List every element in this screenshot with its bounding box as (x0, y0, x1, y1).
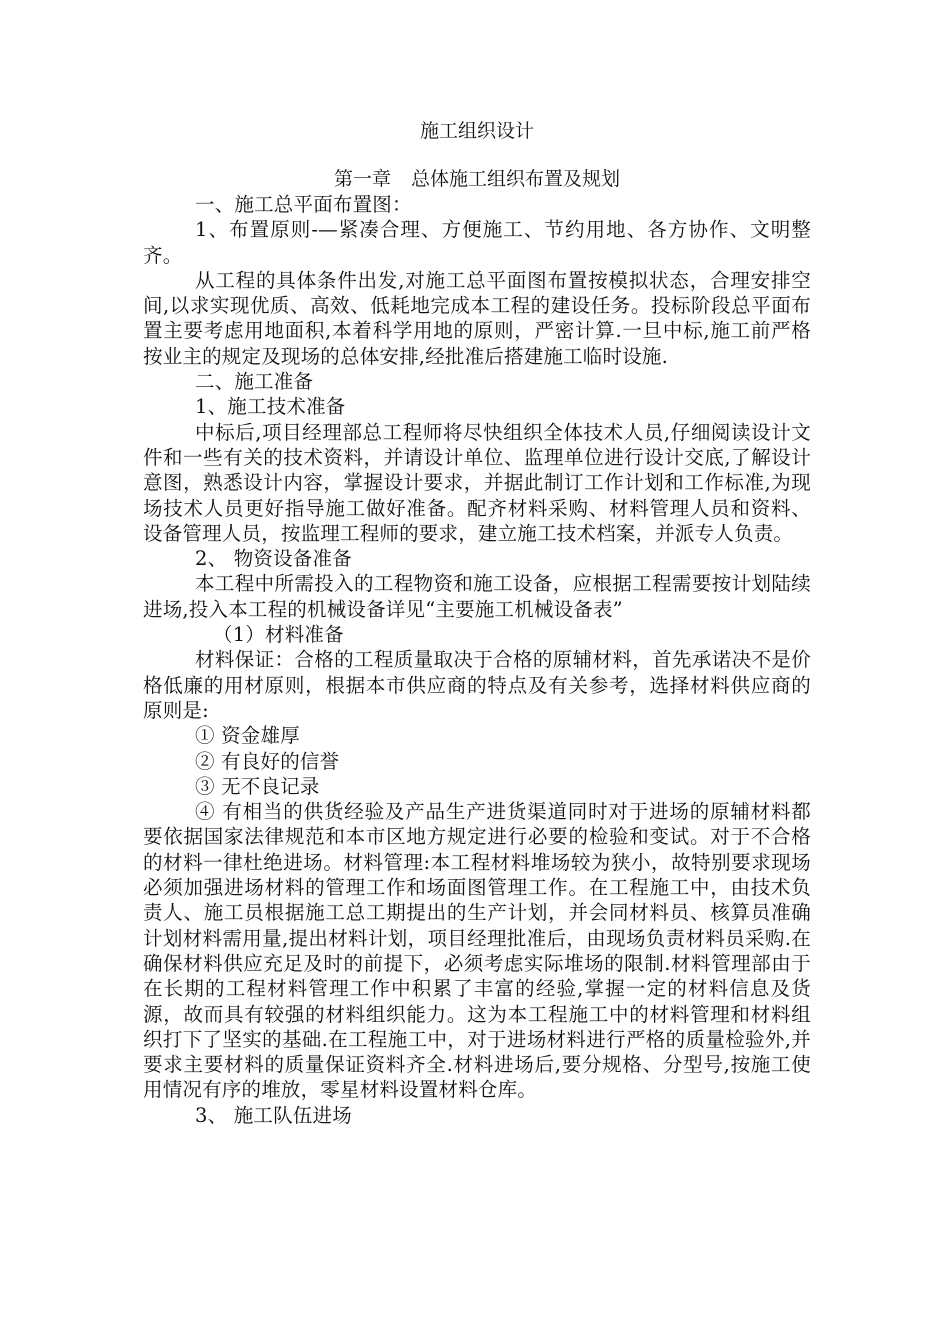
chapter-title: 第一章 总体施工组织布置及规划 (333, 168, 621, 190)
subsection-heading-materials-equipment: 2、 物资设备准备 (195, 547, 352, 571)
list-item: ① 资金雄厚 (195, 724, 300, 748)
document-title: 施工组织设计 (419, 120, 534, 142)
list-item: ④ 有相当的供货经验及产品生产进货渠道同时对于进场的原辅材料都要依据国家法律规范和本市区地方规定进行必要的检验和变试。对于不合格的材料一律杜绝进场。材料管理:本工程材料堆场较为狭小，故特别要求现场必须加强进场材料的管理工作和场面图管理工作。在工程施工中，由技术负责人、施工员根据施工总工期提出的生产计划，并会同材料员、核算员准确计划材料需用量,提出材料计划，项目经理批准后，由现场负责材料员采购.在确保材料供应充足及时的前提下，必须考虑实际堆场的限制.材料管理部由于在长期的工程材料管理工作中积累了丰富的经验,掌握一定的材料信息及货源，故而具有较强的材料组织能力。这为本工程施工中的材料管理和材料组织打下了坚实的基础.在工程施工中，对于进场材料进行严格的质量检验外,并要求主要材料的质量保证资料齐全.材料进场后,要分规格、分型号,按施工使用情况有序的堆放，零星材料设置材料仓库。 (143, 800, 811, 1102)
document-page (143, 118, 811, 1128)
paragraph-technical-prep: 中标后,项目经理部总工程师将尽快组织全体技术人员,仔细阅读设计文件和一些有关的技术资料，并请设计单位、监理单位进行设计交底,了解设计意图，熟悉设计内容，掌握设计要求，并据此制订工作计划和工作标准,为现场技术人员更好指导施工做好准备。配齐材料采购、材料管理人员和资料、设备管理人员，按监理工程师的要求，建立施工技术档案，并派专人负责。 (143, 420, 811, 545)
list-item: ② 有良好的信誉 (195, 749, 340, 773)
subsection-heading-materials: （1）材料准备 (213, 623, 344, 647)
section-heading-2: 二、施工准备 (195, 370, 314, 394)
section-heading-1: 一、施工总平面布置图： (195, 193, 412, 216)
paragraph-layout-description: 从工程的具体条件出发,对施工总平面图布置按模拟状态，合理安排空间,以求实现优质、高效、低耗地完成本工程的建设任务。投标阶段总平面布置主要考虑用地面积,本着科学用地的原则，严密计算.一旦中标,施工前严格按业主的规定及现场的总体安排,经批准后搭建施工临时设施. (143, 268, 811, 368)
subsection-heading-team-entry: 3、 施工队伍进场 (195, 1103, 352, 1127)
paragraph-equipment: 本工程中所需投入的工程物资和施工设备，应根据工程需要按计划陆续进场,投入本工程的机械设备详见“主要施工机械设备表” (143, 572, 811, 621)
subsection-heading-technical: 1、施工技术准备 (195, 395, 346, 419)
paragraph-layout-principle: 1、布置原则-—紧凑合理、方便施工、节约用地、各方协作、文明整齐。 (143, 218, 811, 267)
paragraph-material-guarantee: 材料保证：合格的工程质量取决于合格的原辅材料，首先承诺决不是价格低廉的用材原则，根据本市供应商的特点及有关参考，选择材料供应商的原则是: (143, 648, 811, 722)
list-item: ③ 无不良记录 (195, 774, 320, 798)
